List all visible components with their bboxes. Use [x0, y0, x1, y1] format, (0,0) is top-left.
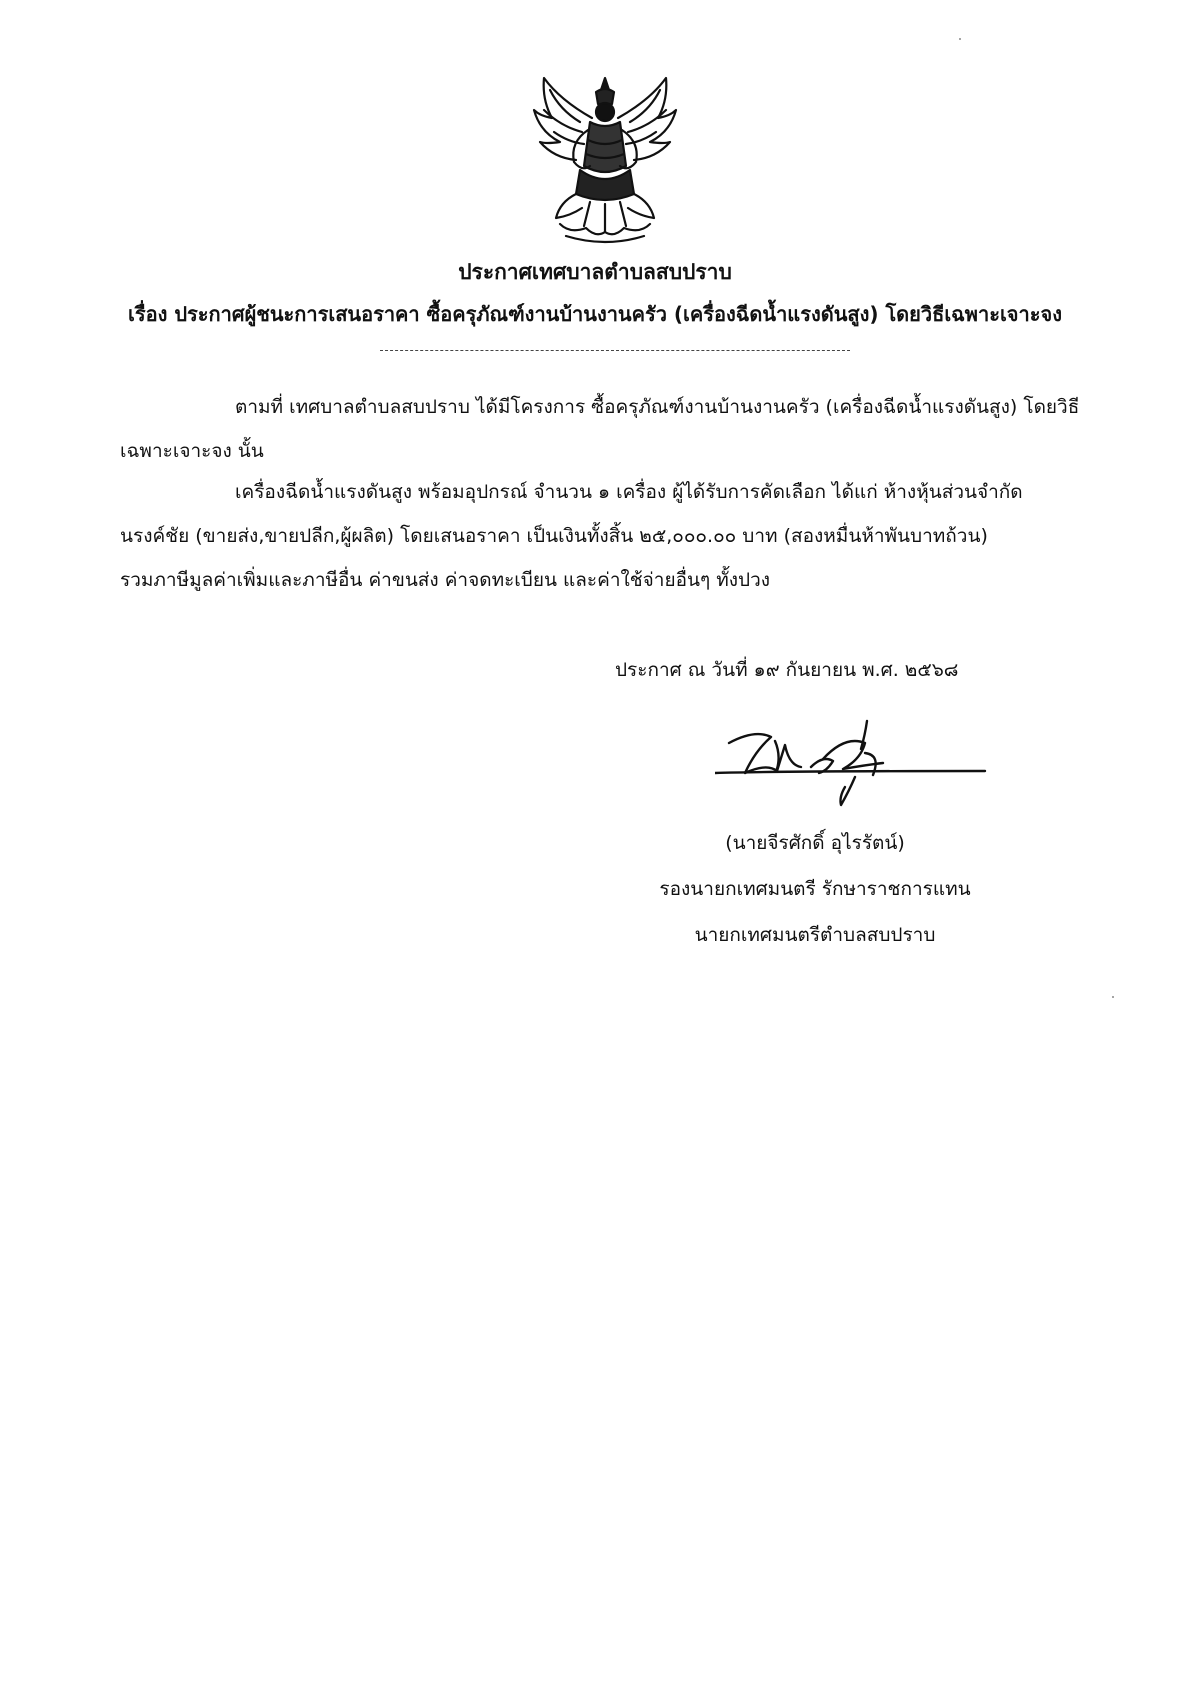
scan-speck [959, 38, 961, 40]
announcement-title: ประกาศเทศบาลตำบลสบปราบ [458, 260, 732, 284]
signatory-block [615, 820, 1015, 958]
scan-speck [1112, 996, 1114, 998]
signatory-position: รองนายกเทศมนตรี รักษาราชการแทน [659, 878, 971, 900]
paragraph-line: เฉพาะเจาะจง นั้น [120, 440, 264, 462]
signatory-name: (นายจีรศักดิ์ อุไรรัตน์) [725, 832, 905, 854]
paragraph-line: เครื่องฉีดน้ำแรงดันสูง พร้อมอุปกรณ์ จำนวน ๑ เครื่อง ผู้ได้รับการคัดเลือก ได้แก่ ห้างหุ้นส่วนจำกัด [235, 481, 1023, 503]
paragraph-line: นรงค์ชัย (ขายส่ง,ขายปลีก,ผู้ผลิต) โดยเสนอราคา เป็นเงินทั้งสิ้น ๒๕,๐๐๐.๐๐ บาท (สองหมื่นห้าพันบาทถ้วน) [120, 525, 988, 547]
announcement-date: ประกาศ ณ วันที่ ๑๙ กันยายน พ.ศ. ๒๕๖๘ [615, 659, 959, 681]
paragraph-winner [120, 470, 1090, 602]
paragraph-project [120, 385, 1090, 473]
garuda-emblem-icon [530, 70, 680, 250]
signatory-position-secondary: นายกเทศมนตรีตำบลสบปราบ [694, 924, 936, 946]
divider [380, 350, 850, 351]
paragraph-line: รวมภาษีมูลค่าเพิ่มและภาษีอื่น ค่าขนส่ง ค่าจดทะเบียน และค่าใช้จ่ายอื่นๆ ทั้งปวง [120, 569, 771, 591]
paragraph-line: ตามที่ เทศบาลตำบลสบปราบ ได้มีโครงการ ซื้อครุภัณฑ์งานบ้านงานครัว (เครื่องฉีดน้ำแรงดันสูง) โดยวิธี [235, 396, 1080, 418]
announcement-subject: เรื่อง ประกาศผู้ชนะการเสนอราคา ซื้อครุภัณฑ์งานบ้านงานครัว (เครื่องฉีดน้ำแรงดันสูง) โดยวิธีเฉพาะเจาะจง [128, 302, 1062, 326]
handwritten-signature [715, 715, 995, 815]
